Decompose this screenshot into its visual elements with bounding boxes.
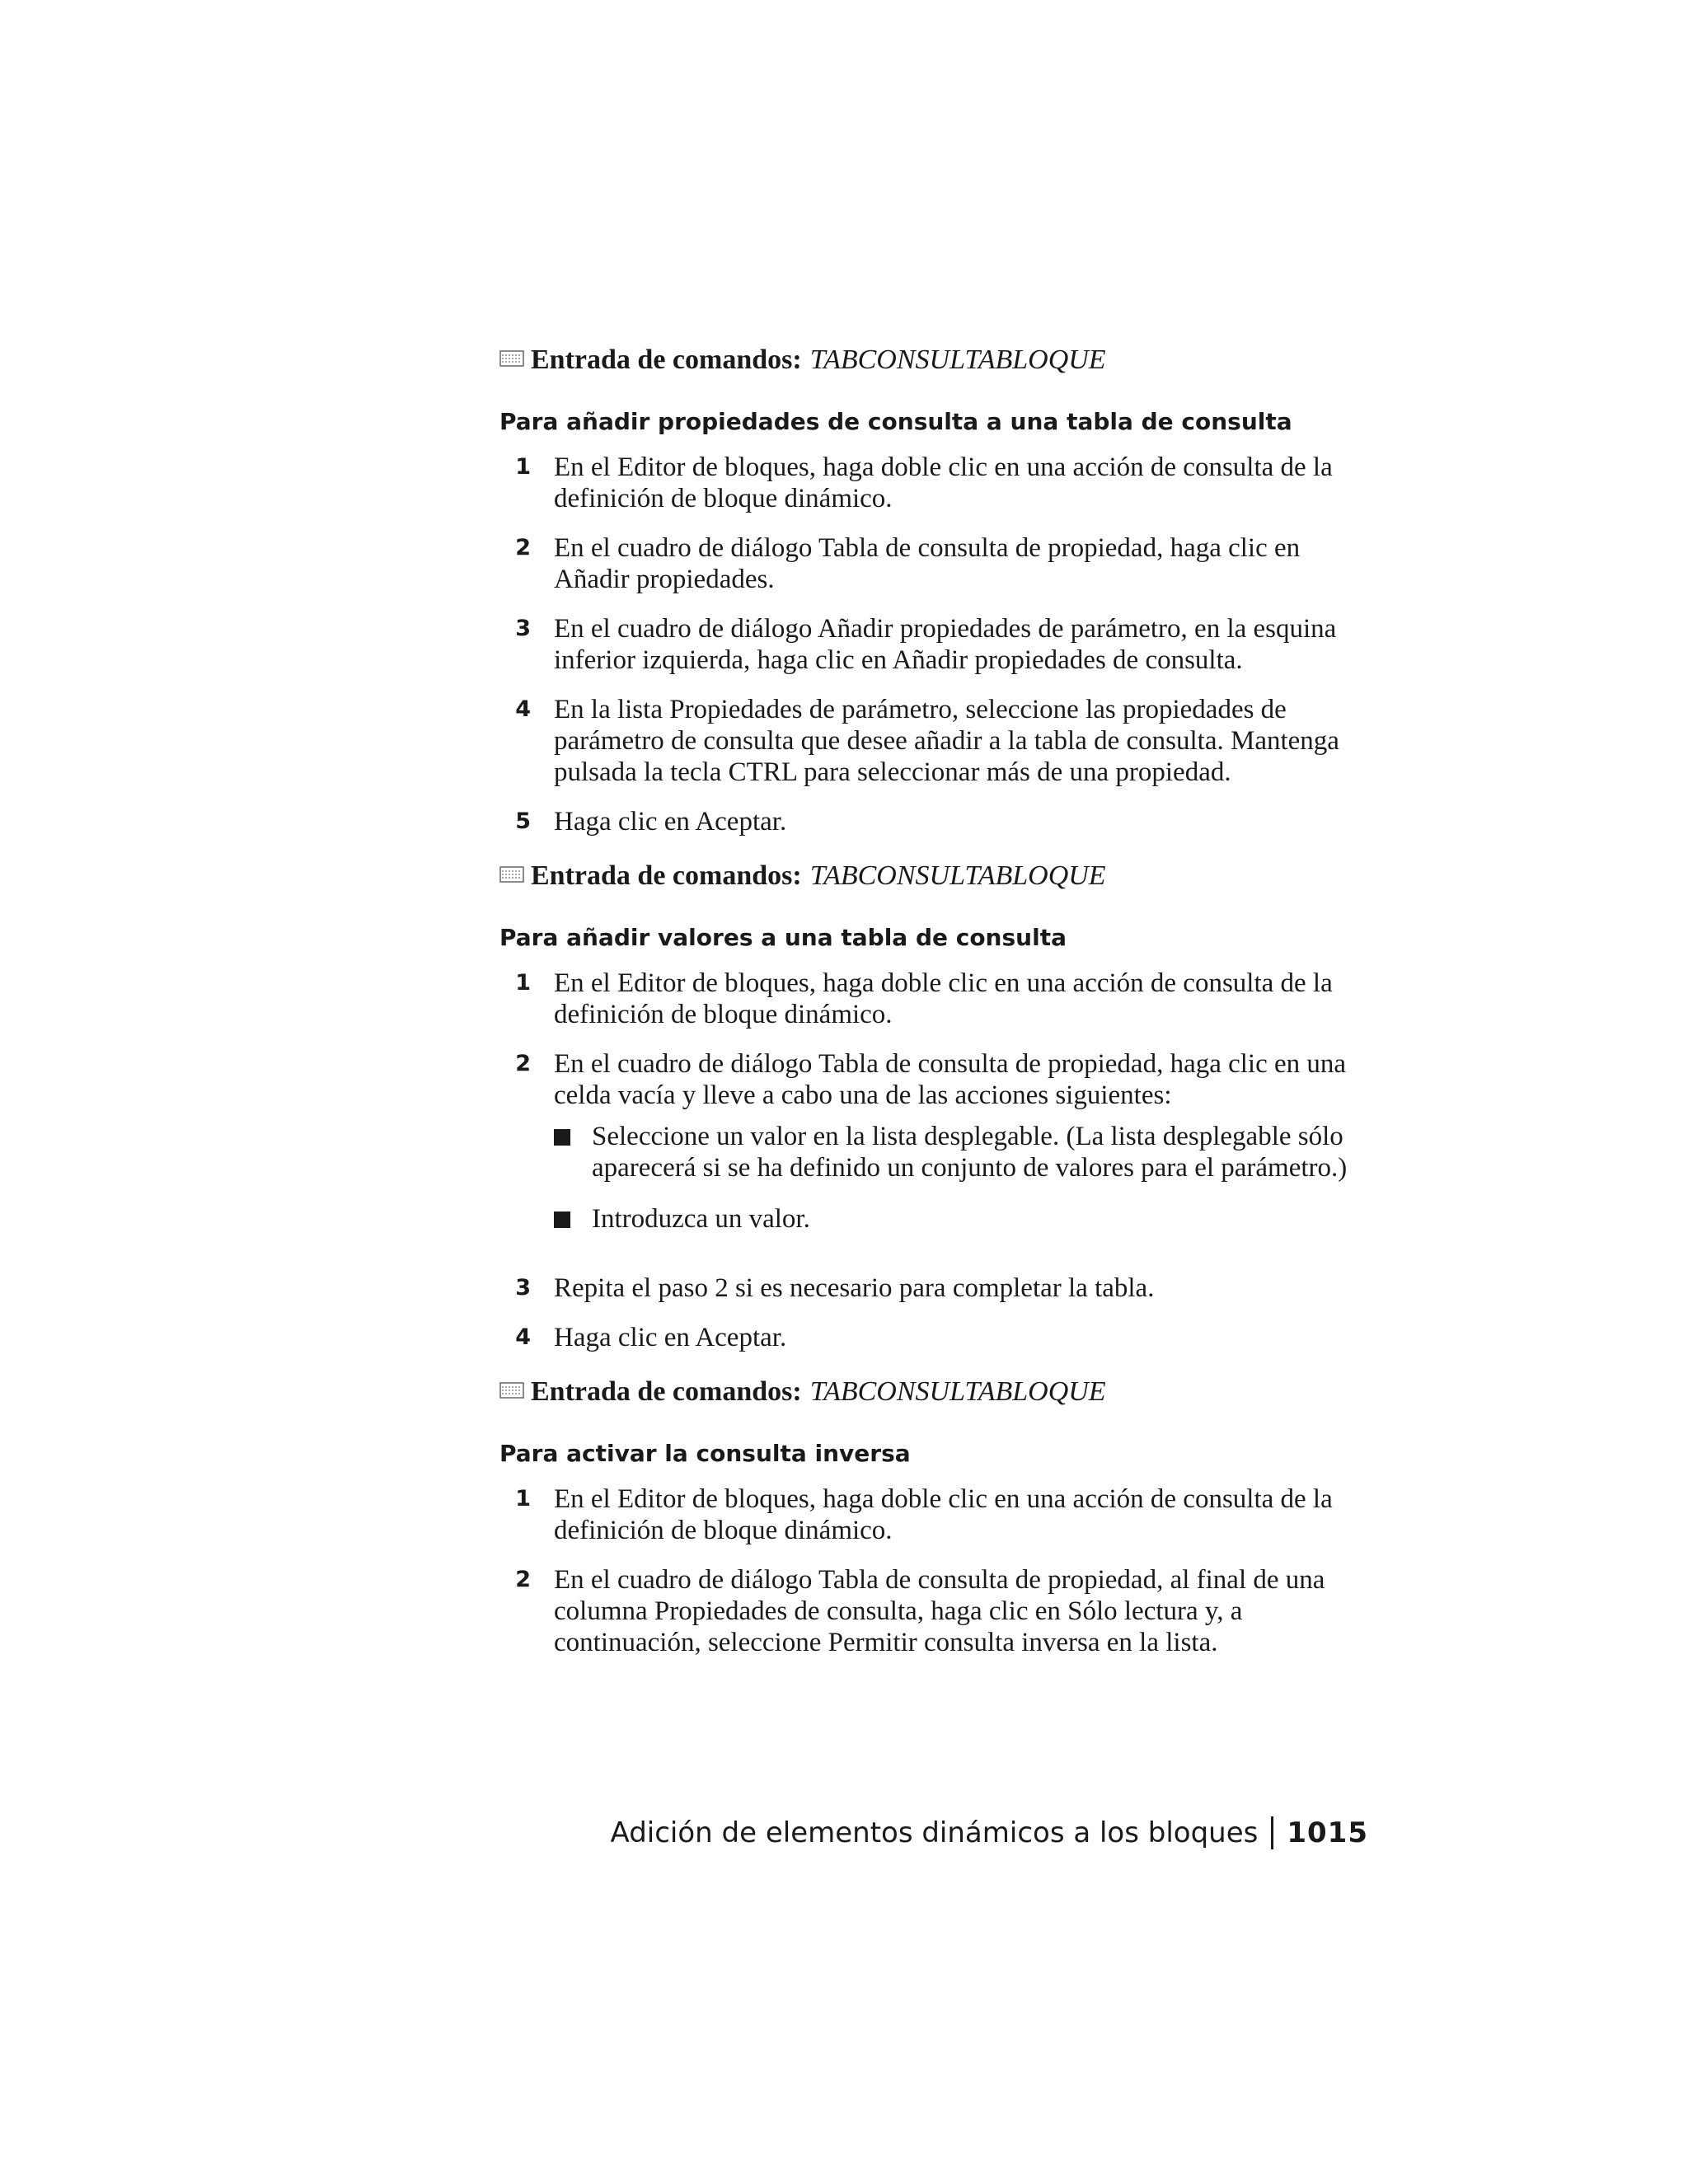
step-item <box>499 452 1373 514</box>
step-number: 1 <box>515 1486 531 1511</box>
step-number: 5 <box>515 808 531 834</box>
step-text: Haga clic en Aceptar. <box>554 807 787 837</box>
step-item <box>499 613 1373 676</box>
step-item <box>499 532 1373 595</box>
command-entry <box>499 1371 1373 1421</box>
square-bullet-icon <box>554 1129 570 1146</box>
step-text: En el cuadro de diálogo Tabla de consulta de propiedad, haga clic en Añadir propiedades. <box>554 533 1301 594</box>
step-text: En el Editor de bloques, haga doble clic en una acción de consulta de la definición de bloque dinámico. <box>554 452 1333 513</box>
bullet-list <box>554 1121 1373 1235</box>
procedure-section-2 <box>499 855 1373 1353</box>
command-value: TABCONSULTABLOQUE <box>809 344 1106 375</box>
step-text: En el Editor de bloques, haga doble clic en una acción de consulta de la definición de bloque dinámico. <box>554 968 1333 1029</box>
step-item <box>499 1048 1373 1254</box>
step-item <box>499 968 1373 1030</box>
page-content <box>499 340 1373 1676</box>
command-entry <box>499 340 1373 389</box>
step-list <box>499 968 1373 1353</box>
step-text: En el cuadro de diálogo Tabla de consulta de propiedad, haga clic en una celda vacía y lleve a cabo una de las acciones siguientes: <box>554 1049 1347 1110</box>
step-item <box>499 694 1373 788</box>
step-number: 2 <box>515 1051 531 1076</box>
step-list <box>499 452 1373 837</box>
procedure-title: Para añadir valores a una tabla de consulta <box>499 924 1067 951</box>
step-number: 2 <box>515 1567 531 1592</box>
step-item <box>499 1564 1373 1658</box>
step-number: 2 <box>515 535 531 560</box>
command-label: Entrada de comandos: <box>531 1376 802 1407</box>
procedure-title: Para añadir propiedades de consulta a una tabla de consulta <box>499 408 1292 435</box>
step-text: En el cuadro de diálogo Tabla de consulta de propiedad, al final de una columna Propiedades de consulta, haga clic en Sólo lectura y, a continuación, seleccione Permitir consulta inversa en la lista. <box>554 1565 1325 1657</box>
step-text: En el Editor de bloques, haga doble clic en una acción de consulta de la definición de bloque dinámico. <box>554 1484 1333 1545</box>
bullet-text: Seleccione un valor en la lista desplegable. (La lista desplegable sólo aparecerá si se ha definido un conjunto de valores para el parámetro.) <box>592 1122 1348 1183</box>
step-text: Repita el paso 2 si es necesario para completar la tabla. <box>554 1273 1155 1303</box>
step-text: Haga clic en Aceptar. <box>554 1323 787 1352</box>
step-number: 4 <box>515 1324 531 1350</box>
keyboard-icon <box>499 1382 524 1399</box>
step-number: 1 <box>515 454 531 480</box>
command-entry <box>499 855 1373 905</box>
step-item <box>499 806 1373 837</box>
step-item <box>499 1272 1373 1304</box>
chapter-title: Adición de elementos dinámicos a los bloques <box>610 1816 1259 1849</box>
bullet-item <box>554 1121 1373 1183</box>
step-list <box>499 1483 1373 1658</box>
step-text: En la lista Propiedades de parámetro, seleccione las propiedades de parámetro de consulta que desee añadir a la tabla de consulta. Mantenga pulsada la tecla CTRL para seleccionar más de una propiedad. <box>554 695 1339 787</box>
procedure-section-1 <box>499 340 1373 837</box>
square-bullet-icon <box>554 1212 570 1228</box>
step-number: 4 <box>515 696 531 722</box>
keyboard-icon <box>499 866 524 883</box>
command-value: TABCONSULTABLOQUE <box>809 860 1106 891</box>
step-number: 1 <box>515 970 531 996</box>
step-item <box>499 1322 1373 1353</box>
command-value: TABCONSULTABLOQUE <box>809 1376 1106 1407</box>
bullet-text: Introduzca un valor. <box>592 1204 810 1234</box>
step-number: 3 <box>515 616 531 641</box>
footer-divider <box>1271 1816 1273 1849</box>
step-text: En el cuadro de diálogo Añadir propiedades de parámetro, en la esquina inferior izquierda, haga clic en Añadir propiedades de consulta. <box>554 614 1337 675</box>
page-number: 1015 <box>1287 1816 1368 1849</box>
procedure-section-3 <box>499 1371 1373 1658</box>
step-number: 3 <box>515 1275 531 1301</box>
keyboard-icon <box>499 350 524 367</box>
command-label: Entrada de comandos: <box>531 860 802 891</box>
step-item <box>499 1483 1373 1546</box>
bullet-item <box>554 1203 1373 1235</box>
page-footer <box>611 1813 1368 1853</box>
procedure-title: Para activar la consulta inversa <box>499 1440 911 1467</box>
command-label: Entrada de comandos: <box>531 344 802 375</box>
